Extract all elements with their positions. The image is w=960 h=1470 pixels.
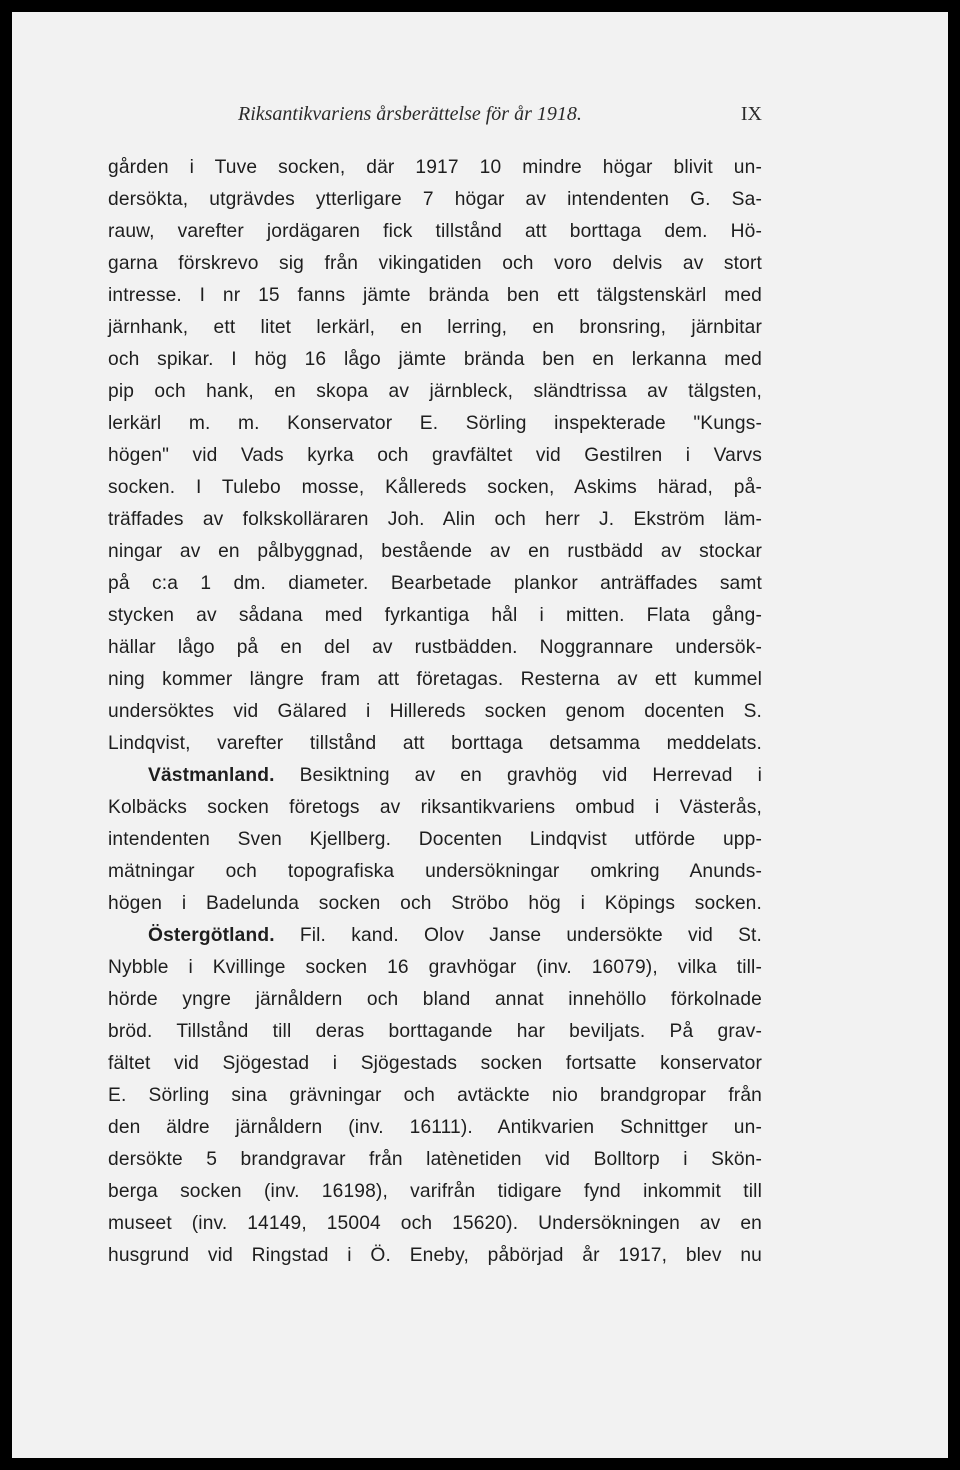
text-line: mätningar och topografiska undersökningar omkring Anunds- (108, 861, 762, 882)
text-line: Lindqvist, varefter tillstånd att borttaga detsamma meddelats. (108, 733, 762, 754)
text-line: och spikar. I hög 16 lågo jämte brända ben en lerkanna med (108, 349, 762, 370)
text-line: träffades av folkskolläraren Joh. Alin och herr J. Ekström läm- (108, 509, 762, 530)
text-line: fältet vid Sjögestad i Sjögestads socken fortsatte konservator (108, 1053, 762, 1074)
text-line: undersöktes vid Gälared i Hillereds socken genom docenten S. (108, 701, 762, 722)
running-head (108, 103, 762, 133)
text-line: bröd. Tillstånd till deras borttagande har beviljats. På grav- (108, 1021, 762, 1042)
text-line: dersökte 5 brandgravar från latènetiden vid Bolltorp i Skön- (108, 1149, 762, 1170)
text-line: rauw, varefter jordägaren fick tillstånd att borttaga dem. Hö- (108, 221, 762, 242)
text-line: garna förskrevo sig från vikingatiden och voro delvis av stort (108, 253, 762, 274)
page-number: IX (740, 103, 762, 125)
text-line: högen" vid Vads kyrka och gravfältet vid Gestilren i Varvs (108, 445, 762, 466)
text-line: Nybble i Kvillinge socken 16 gravhögar (inv. 16079), vilka till- (108, 957, 762, 978)
text-line: E. Sörling sina grävningar och avtäckte nio brandgropar från (108, 1085, 762, 1106)
text-line: på c:a 1 dm. diameter. Bearbetade plankor anträffades samt (108, 573, 762, 594)
text-line: intendenten Sven Kjellberg. Docenten Lindqvist utförde upp- (108, 829, 762, 850)
text-line: pip och hank, en skopa av järnbleck, sländtrissa av tälgsten, (108, 381, 762, 402)
running-head-title: Riksantikvariens årsberättelse för år 1918. (238, 103, 582, 125)
text-line: stycken av sådana med fyrkantiga hål i mitten. Flata gång- (108, 605, 762, 626)
text-line: gården i Tuve socken, där 1917 10 mindre högar blivit un- (108, 157, 762, 178)
text-line: ning kommer längre fram att företagas. Resterna av ett kummel (108, 669, 762, 690)
text-line: socken. I Tulebo mosse, Kållereds socken, Askims härad, på- (108, 477, 762, 498)
text-line: museet (inv. 14149, 15004 och 15620). Undersökningen av en (108, 1213, 762, 1234)
text-line: lerkärl m. m. Konservator E. Sörling inspekterade "Kungs- (108, 413, 762, 434)
text-line: husgrund vid Ringstad i Ö. Eneby, påbörjad år 1917, blev nu (108, 1245, 762, 1266)
text-line: berga socken (inv. 16198), varifrån tidigare fynd inkommit till (108, 1181, 762, 1202)
text-line: hörde yngre järnåldern och bland annat innehöllo förkolnade (108, 989, 762, 1010)
text-line: järnhank, ett litet lerkärl, en lerring, en bronsring, järnbitar (108, 317, 762, 338)
section-line-ostergotland (108, 920, 762, 952)
text-line: hällar lågo på en del av rustbädden. Noggrannare undersök- (108, 637, 762, 658)
section-line-vastmanland (108, 760, 762, 792)
text-line: intresse. I nr 15 fanns jämte brända ben ett tälgstenskärl med (108, 285, 762, 306)
text-line: dersökta, utgrävdes ytterligare 7 högar av intendenten G. Sa- (108, 189, 762, 210)
text-span: Besiktning av en gravhög vid Herrevad i (299, 765, 762, 786)
section-heading-vastmanland: Västmanland. (148, 765, 275, 786)
text-span: Fil. kand. Olov Janse undersökte vid St. (299, 925, 763, 946)
section-heading-ostergotland: Östergötland. (148, 925, 275, 946)
text-line: den äldre järnåldern (inv. 16111). Antikvarien Schnittger un- (108, 1117, 762, 1138)
text-line: ningar av en pålbyggnad, bestående av en rustbädd av stockar (108, 541, 762, 562)
text-line: högen i Badelunda socken och Ströbo hög i Köpings socken. (108, 893, 762, 914)
text-line: Kolbäcks socken företogs av riksantikvariens ombud i Västerås, (108, 797, 762, 818)
